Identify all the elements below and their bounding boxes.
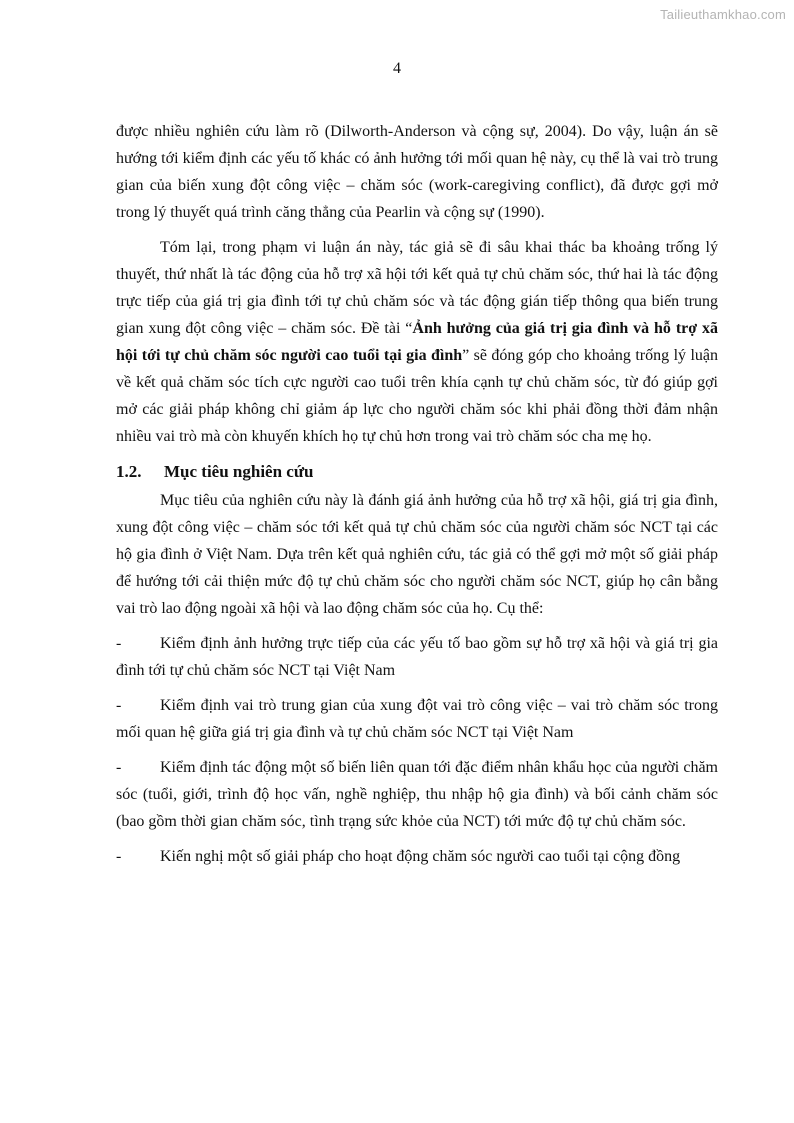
list-item-text: Kiểm định ảnh hưởng trực tiếp của các yếu tố bao gồm sự hỗ trợ xã hội và giá trị gia đình tới tự chủ chăm sóc NCT tại Việt Nam (116, 635, 718, 679)
list-item-text: Kiểm định tác động một số biến liên quan tới đặc điểm nhân khẩu học của người chăm sóc (tuổi, giới, trình độ học vấn, nghề nghiệp, thu nhập hộ gia đình) và bối cảnh chăm sóc (bao gồm thời gian chăm sóc, tình trạng sức khỏe của NCT) tới mức độ tự chủ chăm sóc. (116, 759, 718, 830)
list-item-text: Kiến nghị một số giải pháp cho hoạt động chăm sóc người cao tuổi tại cộng đồng (160, 848, 681, 865)
section-intro-paragraph: Mục tiêu của nghiên cứu này là đánh giá ảnh hưởng của hỗ trợ xã hội, giá trị gia đình, xung đột công việc – chăm sóc tới kết quả tự chủ chăm sóc của người chăm sóc NCT tại các hộ gia đình ở Việt Nam. Dựa trên kết quả nghiên cứu, tác giả có thể gợi mở một số giải pháp để hướng tới cải thiện mức độ tự chủ chăm sóc cho người chăm sóc NCT, giúp họ cân bằng vai trò lao động ngoài xã hội và lao động chăm sóc của họ. Cụ thể: (116, 492, 718, 617)
paragraph-summary (116, 234, 718, 450)
list-item-text: Kiểm định vai trò trung gian của xung đột vai trò công việc – vai trò chăm sóc trong mối quan hệ giữa giá trị gia đình và tự chủ chăm sóc NCT tại Việt Nam (116, 697, 718, 741)
list-item (116, 754, 718, 835)
section-number: 1.2. (116, 462, 142, 481)
list-dash: - (116, 697, 122, 714)
list-dash: - (116, 635, 122, 652)
thesis-title-bold: Ảnh hưởng của giá trị gia đình và hỗ trợ xã hội tới tự chủ chăm sóc người cao tuổi tại gia đình (116, 320, 719, 364)
document-body (116, 118, 718, 878)
paragraph-continuation: được nhiều nghiên cứu làm rõ (Dilworth-Anderson và cộng sự, 2004). Do vậy, luận án sẽ hướng tới kiểm định các yếu tố khác có ảnh hưởng tới mối quan hệ này, cụ thể là vai trò trung gian của biến xung đột công việc – chăm sóc (work-caregiving conflict), đã được gợi mở trong lý thuyết quá trình căng thẳng của Pearlin và cộng sự (1990). (116, 123, 718, 221)
section-title: Mục tiêu nghiên cứu (164, 462, 314, 481)
watermark-text: Tailieuthamkhao.com (660, 7, 786, 22)
list-dash: - (116, 759, 122, 776)
section-heading (116, 458, 718, 485)
summary-text-part2: ” sẽ đóng góp cho khoảng trống lý luận về kết quả chăm sóc tích cực người cao tuổi trên khía cạnh tự chủ chăm sóc, từ đó giúp gợi mở các giải pháp không chỉ giảm áp lực cho người chăm sóc khi phải đồng thời đảm nhận nhiều vai trò mà còn khuyến khích họ tự chủ hơn trong vai trò chăm sóc cha mẹ họ. (116, 347, 718, 445)
list-dash: - (116, 848, 122, 865)
summary-text-part1: Tóm lại, trong phạm vi luận án này, tác giả sẽ đi sâu khai thác ba khoảng trống lý thuyết, thứ nhất là tác động của hỗ trợ xã hội tới kết quả tự chủ chăm sóc, thứ hai là tác động trực tiếp của giá trị gia đình tới tự chủ chăm sóc và tác động gián tiếp thông qua biến trung gian xung đột công việc – chăm sóc. Đề tài “ (116, 239, 718, 337)
page-number: 4 (393, 60, 401, 77)
list-item (116, 630, 718, 684)
list-item (116, 843, 718, 870)
list-item (116, 692, 718, 746)
